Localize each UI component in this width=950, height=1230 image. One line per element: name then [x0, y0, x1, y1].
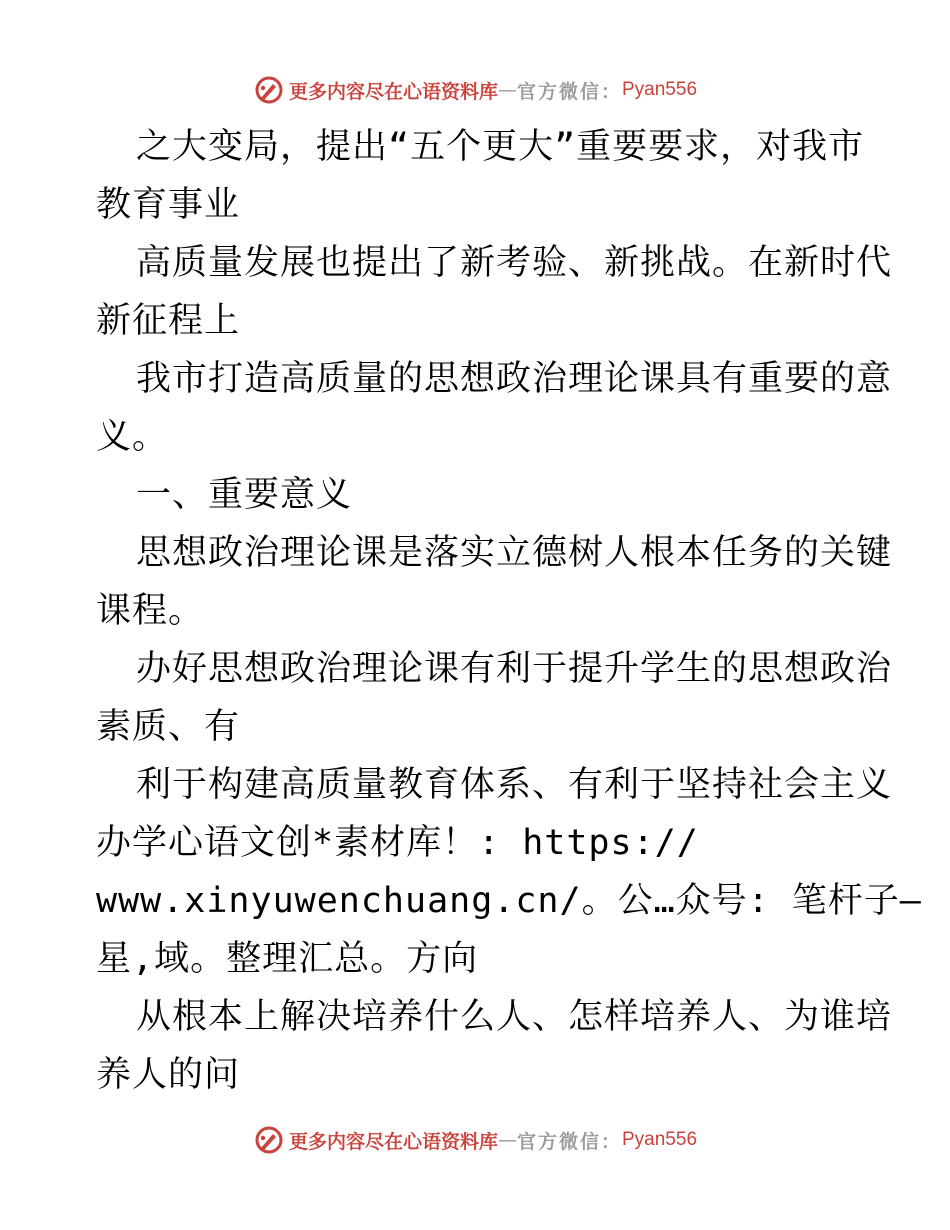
banner-wechat-label: 官方微信：: [516, 80, 622, 103]
pen-nib-circle-icon: [253, 1124, 285, 1156]
text-line: 思想政治理论课是落实立德树人根本任务的关键: [136, 533, 893, 573]
banner-dash: —: [497, 1129, 517, 1151]
banner-wechat-label: 官方微信：: [516, 1130, 622, 1153]
text-line: 从根本上解决培养什么人、怎样培养人、为谁培: [136, 997, 893, 1037]
text-line: 素质、有: [96, 707, 241, 747]
banner-wechat-id: Pyan556: [622, 1129, 698, 1150]
text-line: 我市打造高质量的思想政治理论课具有重要的意: [136, 359, 893, 399]
text-line: 办学心语文创*素材库！: https://: [96, 823, 699, 863]
pen-nib-circle-icon: [253, 74, 285, 106]
text-line: 课程。: [96, 591, 205, 631]
text-line: 利于构建高质量教育体系、有利于坚持社会主义: [136, 765, 893, 805]
text-line: 高质量发展也提出了新考验、新挑战。在新时代: [136, 243, 893, 283]
banner-wechat-id: Pyan556: [622, 79, 698, 100]
text-line: 办好思想政治理论课有利于提升学生的思想政治: [136, 649, 893, 689]
header-banner: [0, 70, 950, 110]
text-line: 之大变局，提出“五个更大”重要要求，对我市: [136, 127, 865, 167]
text-line: www.xinyuwenchuang.cn/。公…众号: 笔杆子—: [96, 881, 922, 921]
banner-slogan: 更多内容尽在心语资料库: [288, 1130, 498, 1153]
banner-dash: —: [497, 79, 517, 101]
footer-banner: [0, 1120, 950, 1160]
text-line: 星,域。整理汇总。方向: [96, 939, 479, 979]
banner-slogan: 更多内容尽在心语资料库: [288, 80, 498, 103]
document-body: [96, 118, 922, 1104]
text-line: 教育事业: [96, 185, 241, 225]
text-line: 义。: [96, 417, 169, 457]
text-line: 养人的问: [96, 1055, 241, 1095]
text-line: 新征程上: [96, 301, 241, 341]
text-line: 一、重要意义: [136, 475, 353, 515]
